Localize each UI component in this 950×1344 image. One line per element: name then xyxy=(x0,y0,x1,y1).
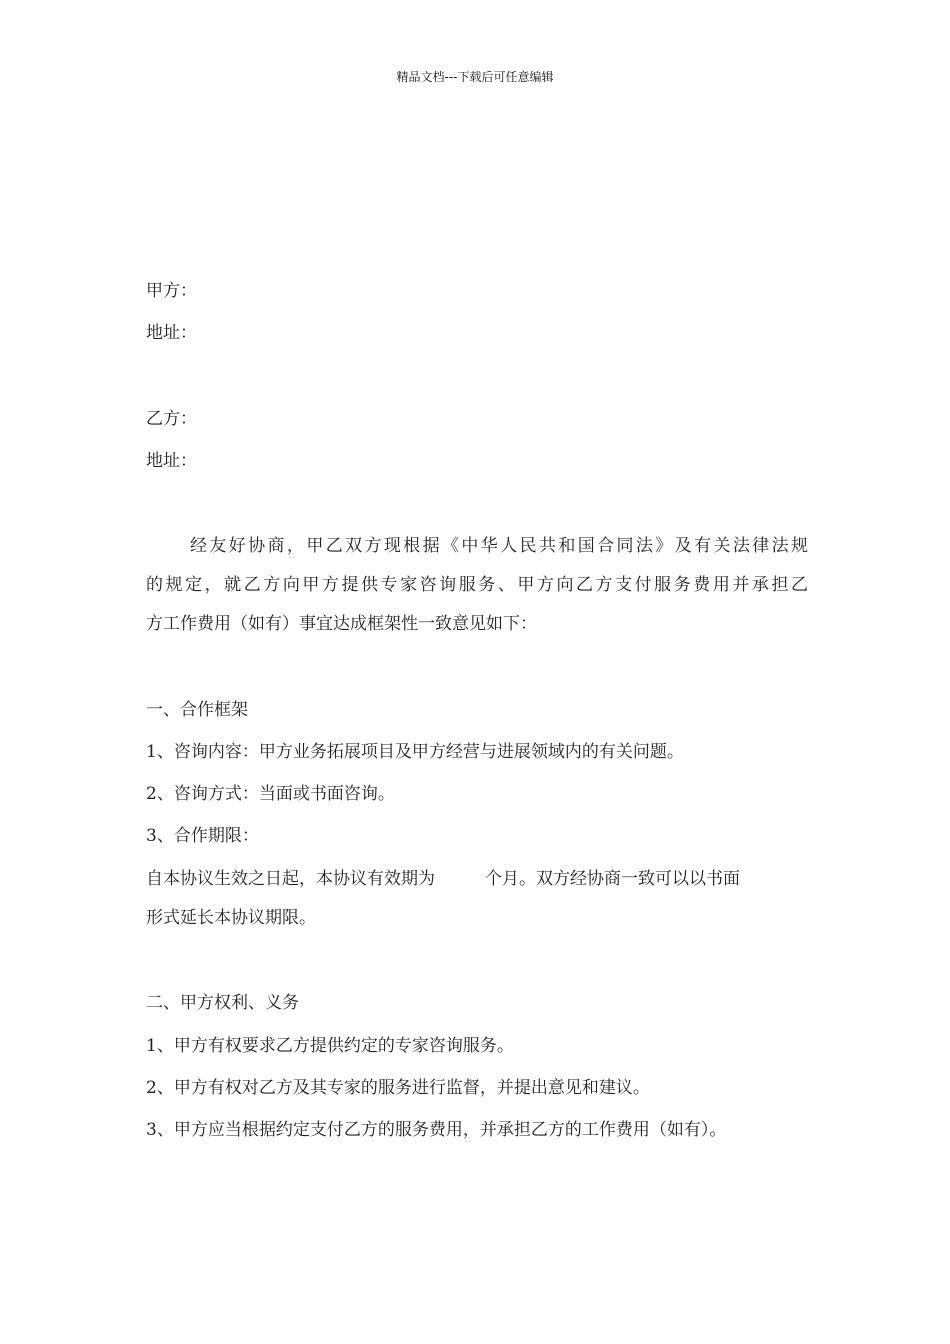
intro-line-1: 经友好协商，甲乙双方现根据《中华人民共和国合同法》及有关法律法规 xyxy=(190,536,808,556)
term-text-part-2: 个月。双方经协商一致可以以书面 xyxy=(485,869,740,889)
section-1-item-2: 2、咨询方式：当面或书面咨询。 xyxy=(146,784,395,804)
intro-line-3: 方工作费用（如有）事宜达成框架性一致意见如下： xyxy=(146,614,537,634)
term-text-part-1: 自本协议生效之日起，本协议有效期为 xyxy=(146,869,435,889)
party-a-address-label: 地址： xyxy=(146,323,197,343)
term-line-1 xyxy=(146,864,740,889)
section-1-item-1: 1、咨询内容：甲方业务拓展项目及甲方经营与进展领域内的有关问题。 xyxy=(146,742,684,762)
party-b-address-label: 地址： xyxy=(146,451,197,471)
term-line-2: 形式延长本协议期限。 xyxy=(146,908,316,928)
party-a-label: 甲方： xyxy=(146,281,197,301)
section-1-title: 一、合作框架 xyxy=(146,700,248,720)
section-2-item-2: 2、甲方有权对乙方及其专家的服务进行监督，并提出意见和建议。 xyxy=(146,1078,650,1098)
section-2-item-1: 1、甲方有权要求乙方提供约定的专家咨询服务。 xyxy=(146,1036,514,1056)
section-1-item-3: 3、合作期限： xyxy=(146,826,259,846)
section-2-item-3: 3、甲方应当根据约定支付乙方的服务费用，并承担乙方的工作费用（如有）。 xyxy=(146,1120,727,1140)
section-2-title: 二、甲方权利、义务 xyxy=(146,993,299,1013)
party-b-label: 乙方： xyxy=(146,409,197,429)
intro-line-2: 的规定，就乙方向甲方提供专家咨询服务、甲方向乙方支付服务费用并承担乙 xyxy=(146,575,808,595)
header-watermark: 精品文档---下载后可任意编辑 xyxy=(396,70,554,84)
